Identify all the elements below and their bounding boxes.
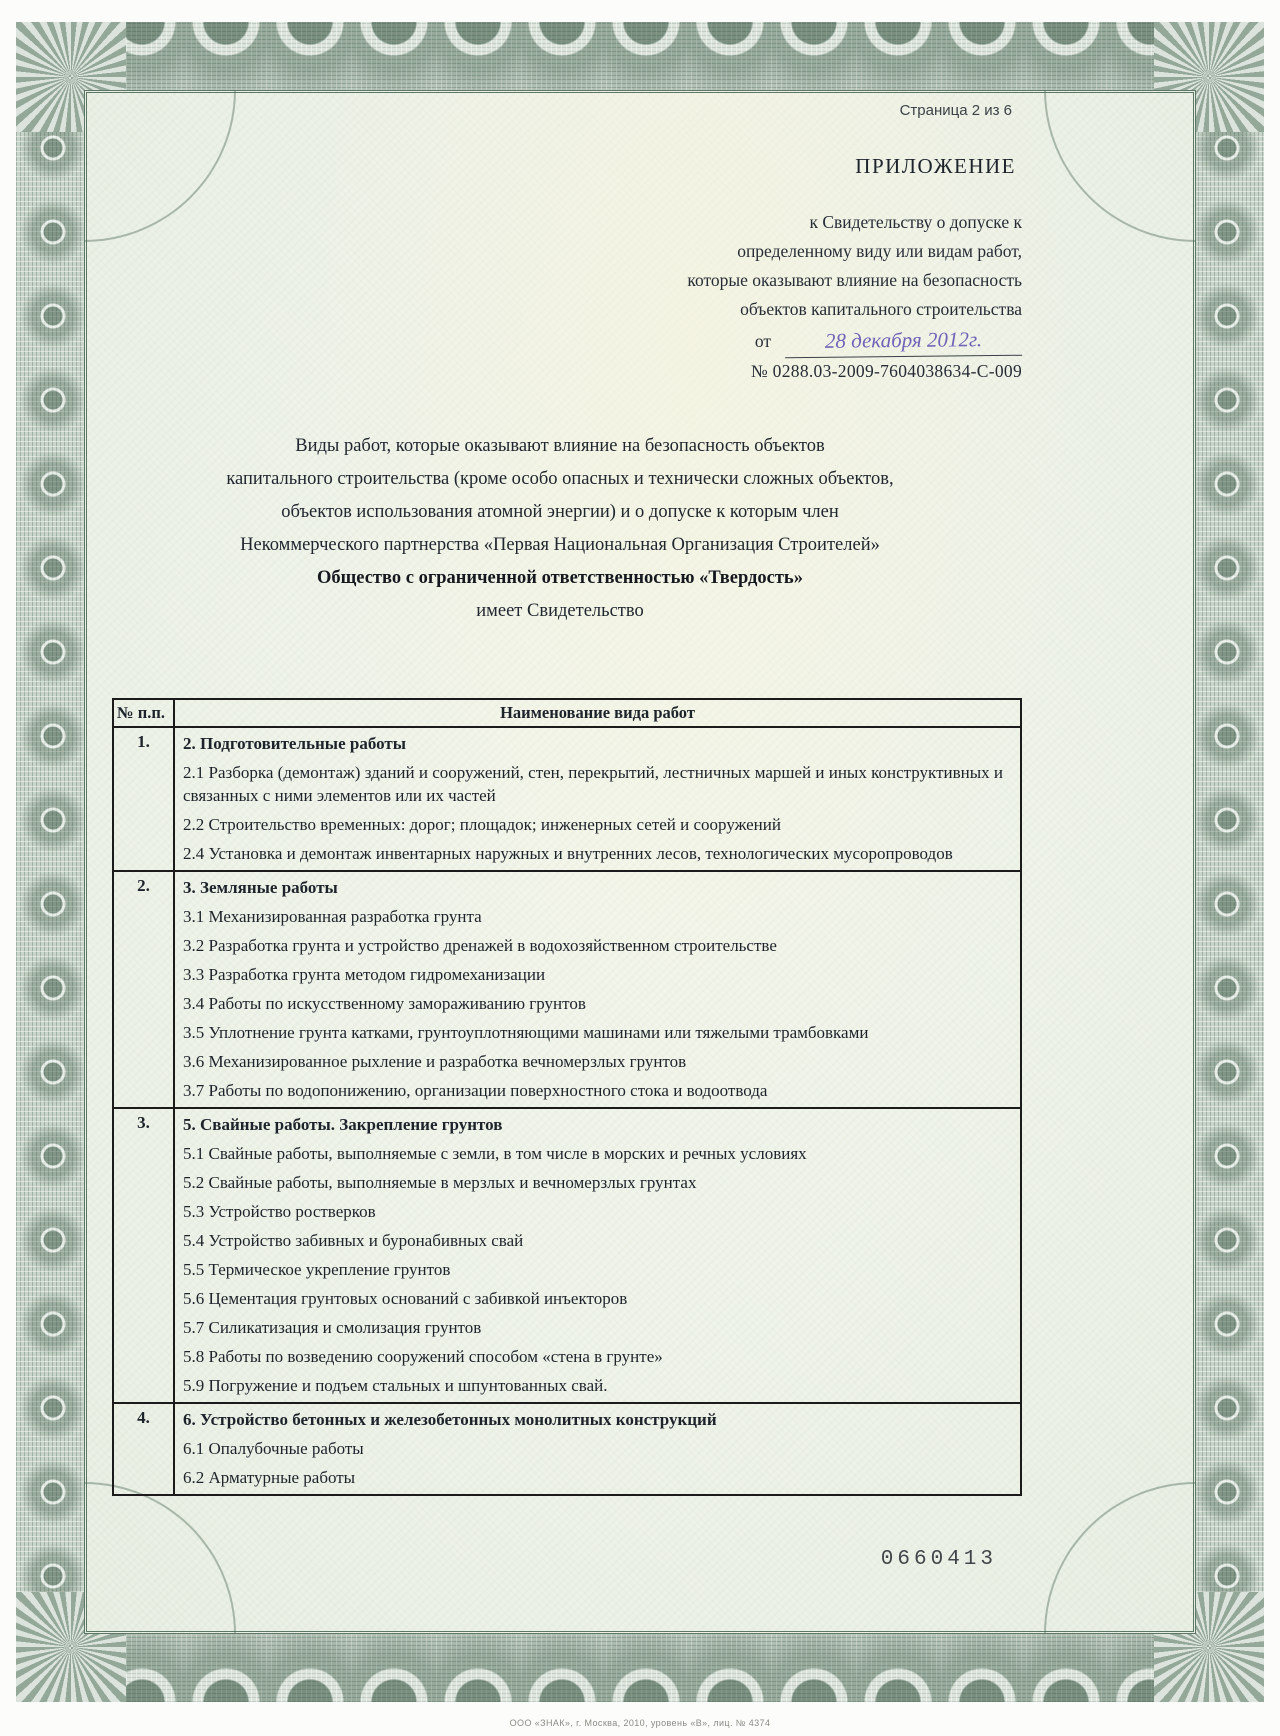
printing-house-imprint: ООО «ЗНАК», г. Москва, 2010, уровень «В», лиц. № 4374	[509, 1718, 771, 1728]
description-line: Некоммерческого партнерства «Первая Национальная Организация Строителей»	[240, 535, 880, 555]
table-row	[113, 1403, 1021, 1495]
work-item: 5.2 Свайные работы, выполняемые в мерзлых и вечномерзлых грунтах	[183, 1173, 697, 1192]
work-item: 3.5 Уплотнение грунта катками, грунтоуплотняющими машинами или тяжелыми трамбовками	[183, 1023, 869, 1042]
row-works-cell	[174, 727, 1021, 871]
col-header-num: № п.п.	[113, 699, 174, 727]
col-header-name: Наименование вида работ	[174, 699, 1021, 727]
certificate-number: № 0288.03-2009-7604038634-С-009	[751, 361, 1022, 381]
row-number-cell: 3.	[113, 1108, 174, 1403]
work-item: 3.1 Механизированная разработка грунта	[183, 907, 482, 926]
work-item: 5.8 Работы по возведению сооружений способом «стена в грунте»	[183, 1347, 663, 1366]
certificate-reference-block	[542, 208, 1022, 386]
row-number-cell: 2.	[113, 871, 174, 1108]
work-item: 5.3 Устройство ростверков	[183, 1202, 376, 1221]
row-number-cell: 1.	[113, 727, 174, 871]
row-works-cell	[174, 1108, 1021, 1403]
description-line: объектов использования атомной энергии) и о допуске к которым член	[281, 502, 839, 522]
row-works-cell	[174, 1403, 1021, 1495]
row-number-cell: 4.	[113, 1403, 174, 1495]
work-item: 2.2 Строительство временных: дорог; площадок; инженерных сетей и сооружений	[183, 815, 781, 834]
work-group-title: 2. Подготовительные работы	[183, 734, 407, 753]
work-group-title: 6. Устройство бетонных и железобетонных монолитных конструкций	[183, 1410, 717, 1429]
work-item: 6.2 Арматурные работы	[183, 1468, 356, 1487]
work-item: 3.7 Работы по водопонижению, организации поверхностного стока и водоотвода	[183, 1081, 768, 1100]
work-item: 5.1 Свайные работы, выполняемые с земли, в том числе в морских и речных условиях	[183, 1144, 807, 1163]
cert-ref-line: которые оказывают влияние на безопасность	[687, 270, 1022, 290]
work-item: 2.4 Установка и демонтаж инвентарных наружных и внутренних лесов, технологических мусоропроводов	[183, 844, 953, 863]
guilloche-border-top	[16, 22, 1264, 96]
work-item: 2.1 Разборка (демонтаж) зданий и сооружений, стен, перекрытий, лестничных маршей и иных конструктивных и связанных с ними элементов или их частей	[183, 763, 1004, 805]
cert-ref-line: определенному виду или видам работ,	[737, 241, 1022, 261]
work-item: 5.4 Устройство забивных и буронабивных свай	[183, 1231, 524, 1250]
appendix-title: ПРИЛОЖЕНИЕ	[855, 154, 1016, 178]
work-item: 3.3 Разработка грунта методом гидромеханизации	[183, 965, 546, 984]
table-row	[113, 1108, 1021, 1403]
issue-date-line	[542, 326, 1022, 357]
work-group-title: 3. Земляные работы	[183, 878, 338, 897]
description-block	[95, 430, 1025, 628]
description-line: Виды работ, которые оказывают влияние на безопасность объектов	[295, 436, 825, 456]
table-row	[113, 871, 1021, 1108]
work-item: 3.2 Разработка грунта и устройство дренажей в водохозяйственном строительстве	[183, 936, 777, 955]
work-item: 5.5 Термическое укрепление грунтов	[183, 1260, 451, 1279]
guilloche-border-right	[1190, 22, 1264, 1702]
row-works-cell	[174, 871, 1021, 1108]
table-row	[113, 727, 1021, 871]
page-indicator: Страница 2 из 6	[899, 102, 1012, 119]
handwritten-date: 28 декабря 2012г.	[785, 325, 1022, 358]
work-item: 5.6 Цементация грунтовых оснований с забивкой инъекторов	[183, 1289, 628, 1308]
work-item: 3.4 Работы по искусственному замораживанию грунтов	[183, 994, 586, 1013]
description-line: капитального строительства (кроме особо опасных и технически сложных объектов,	[226, 469, 894, 489]
work-item: 5.9 Погружение и подъем стальных и шпунтованных свай.	[183, 1376, 608, 1395]
guilloche-border-left	[16, 22, 90, 1702]
work-group-title: 5. Свайные работы. Закрепление грунтов	[183, 1115, 503, 1134]
cert-ref-line: объектов капитального строительства	[740, 299, 1022, 319]
table-header-row	[113, 699, 1021, 727]
form-serial-number: 0660413	[880, 1548, 997, 1571]
work-item: 3.6 Механизированное рыхление и разработка вечномерзлых грунтов	[183, 1052, 687, 1071]
closing-line: имеет Свидетельство	[476, 601, 644, 621]
date-prefix-label: от	[754, 331, 771, 351]
work-item: 5.7 Силикатизация и смолизация грунтов	[183, 1318, 482, 1337]
cert-ref-line: к Свидетельству о допуске к	[809, 212, 1022, 232]
works-table	[112, 698, 1022, 1496]
company-name-line: Общество с ограниченной ответственностью «Твердость»	[317, 568, 803, 588]
guilloche-border-bottom	[16, 1628, 1264, 1702]
work-item: 6.1 Опалубочные работы	[183, 1439, 364, 1458]
